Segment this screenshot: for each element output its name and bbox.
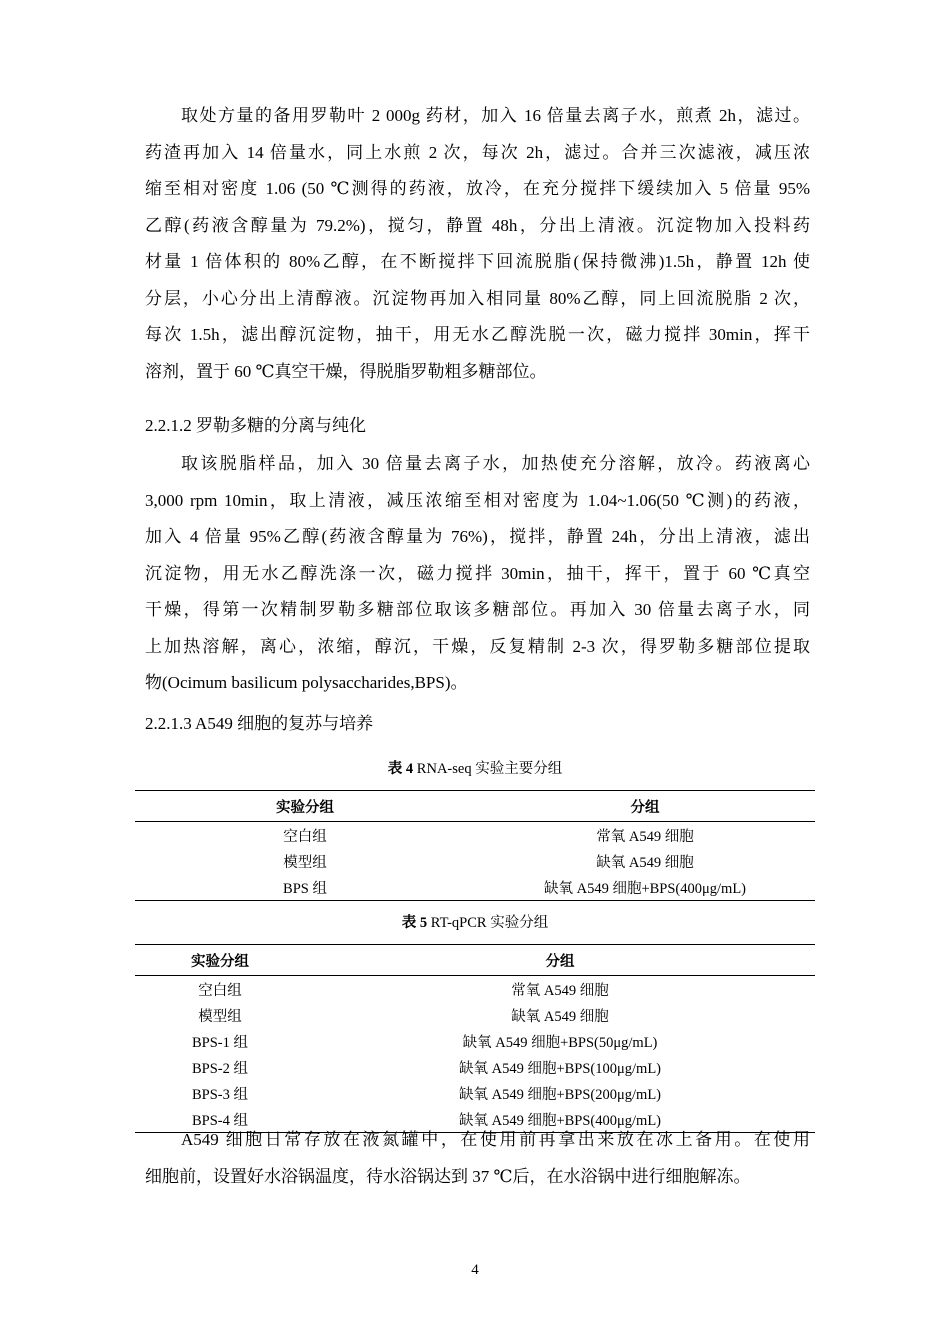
text-line: 取该脱脂样品，加入 30 倍量去离子水，加热使充分溶解，放冷。药液离心 xyxy=(181,454,810,473)
table-row xyxy=(135,976,815,1003)
table-4-label: 表 4 xyxy=(387,761,414,777)
text-line: 缩至相对密度 1.06 (50 ℃测得的药液，放冷，在充分搅拌下缓续加入 5 倍量 95% xyxy=(145,179,810,198)
table-5 xyxy=(135,944,815,1133)
table-row xyxy=(135,1028,815,1054)
table-4-title: RNA-seq 实验主要分组 xyxy=(416,761,563,777)
table-row xyxy=(135,848,815,874)
table-cell: BPS-4 组 xyxy=(191,1112,248,1129)
table-row xyxy=(135,1054,815,1080)
table-cell: BPS-3 组 xyxy=(191,1086,248,1103)
table-cell: 空白组 xyxy=(198,982,242,999)
page-number: 4 xyxy=(471,1262,479,1278)
table-cell: 缺氧 A549 细胞+BPS(400μg/mL) xyxy=(458,1112,662,1129)
paragraph-purification xyxy=(145,446,810,702)
table-row xyxy=(135,1080,815,1106)
table-cell: 缺氧 A549 细胞+BPS(50μg/mL) xyxy=(462,1034,658,1051)
text-line: 溶剂，置于 60 ℃真空干燥，得脱脂罗勒粗多糖部位。 xyxy=(145,361,547,381)
column-header: 分组 xyxy=(545,953,575,970)
table-cell: 常氧 A549 细胞 xyxy=(511,982,609,999)
table-cell: 空白组 xyxy=(283,828,327,845)
text-line: 3,000 rpm 10min，取上清液，减压浓缩至相对密度为 1.04~1.06(50 ℃测)的药液， xyxy=(145,490,810,510)
column-header: 实验分组 xyxy=(276,799,334,816)
table-cell: 常氧 A549 细胞 xyxy=(596,828,694,845)
table-header-row xyxy=(135,791,815,822)
text-line: 材量 1 倍体积的 80%乙醇，在不断搅拌下回流脱脂(保持微沸)1.5h，静置 12h 使 xyxy=(145,252,810,271)
table-cell: BPS 组 xyxy=(283,880,327,897)
text-line: 分层，小心分出上清醇液。沉淀物再加入相同量 80%乙醇，同上回流脱脂 2 次， xyxy=(145,288,810,308)
table-cell: 缺氧 A549 细胞 xyxy=(511,1008,609,1025)
table-cell: 模型组 xyxy=(283,854,327,871)
text-line: 物(Ocimum basilicum polysaccharides,BPS)。 xyxy=(145,673,468,692)
table-row xyxy=(135,874,815,901)
table-cell: 模型组 xyxy=(198,1008,242,1025)
table-4-caption xyxy=(0,759,950,779)
table-cell: 缺氧 A549 细胞+BPS(200μg/mL) xyxy=(458,1086,662,1103)
text-line: 沉淀物，用无水乙醇洗涤一次，磁力搅拌 30min，抽干，挥干，置于 60 ℃真空 xyxy=(145,563,810,583)
table-cell: 缺氧 A549 细胞+BPS(400μg/mL) xyxy=(543,880,747,897)
table-cell: BPS-1 组 xyxy=(191,1034,248,1051)
section-heading-cell-culture: 2.2.1.3 A549 细胞的复苏与培养 xyxy=(145,714,374,733)
paragraph-cell-storage xyxy=(145,1122,810,1195)
column-header: 分组 xyxy=(630,799,660,816)
text-line: A549 细胞日常存放在液氮罐中，在使用前再拿出来放在冰上备用。在使用 xyxy=(181,1130,810,1149)
table-5-label: 表 5 xyxy=(401,915,428,931)
table-5-title: RT-qPCR 实验分组 xyxy=(430,915,549,931)
text-line: 加入 4 倍量 95%乙醇(药液含醇量为 76%)，搅拌，静置 24h，分出上清液，滤出 xyxy=(145,527,810,546)
table-cell: 缺氧 A549 细胞+BPS(100μg/mL) xyxy=(458,1060,662,1077)
text-line: 药渣再加入 14 倍量水，同上水煎 2 次，每次 2h，滤过。合并三次滤液，减压浓 xyxy=(145,142,810,162)
section-heading-purification: 2.2.1.2 罗勒多糖的分离与纯化 xyxy=(145,416,366,435)
table-5-caption xyxy=(0,913,950,933)
text-line: 每次 1.5h，滤出醇沉淀物，抽干，用无水乙醇洗脱一次，磁力搅拌 30min，挥干 xyxy=(145,325,810,344)
table-row xyxy=(135,1002,815,1028)
table-4 xyxy=(135,790,815,901)
text-line: 取处方量的备用罗勒叶 2 000g 药材，加入 16 倍量去离子水，煎煮 2h，滤过。 xyxy=(181,106,810,125)
text-line: 乙醇(药液含醇量为 79.2%)，搅匀，静置 48h，分出上清液。沉淀物加入投料药 xyxy=(145,215,810,235)
table-cell: 缺氧 A549 细胞 xyxy=(596,854,694,871)
paragraph-extraction xyxy=(145,98,810,390)
column-header: 实验分组 xyxy=(191,953,249,970)
table-header-row xyxy=(135,945,815,976)
text-line: 干燥，得第一次精制罗勒多糖部位取该多糖部位。再加入 30 倍量去离子水，同 xyxy=(145,600,810,619)
text-line: 细胞前，设置好水浴锅温度，待水浴锅达到 37 ℃后，在水浴锅中进行细胞解冻。 xyxy=(145,1166,751,1186)
table-cell: BPS-2 组 xyxy=(191,1060,248,1077)
table-row xyxy=(135,822,815,849)
text-line: 上加热溶解，离心，浓缩，醇沉，干燥，反复精制 2-3 次，得罗勒多糖部位提取 xyxy=(145,636,810,656)
